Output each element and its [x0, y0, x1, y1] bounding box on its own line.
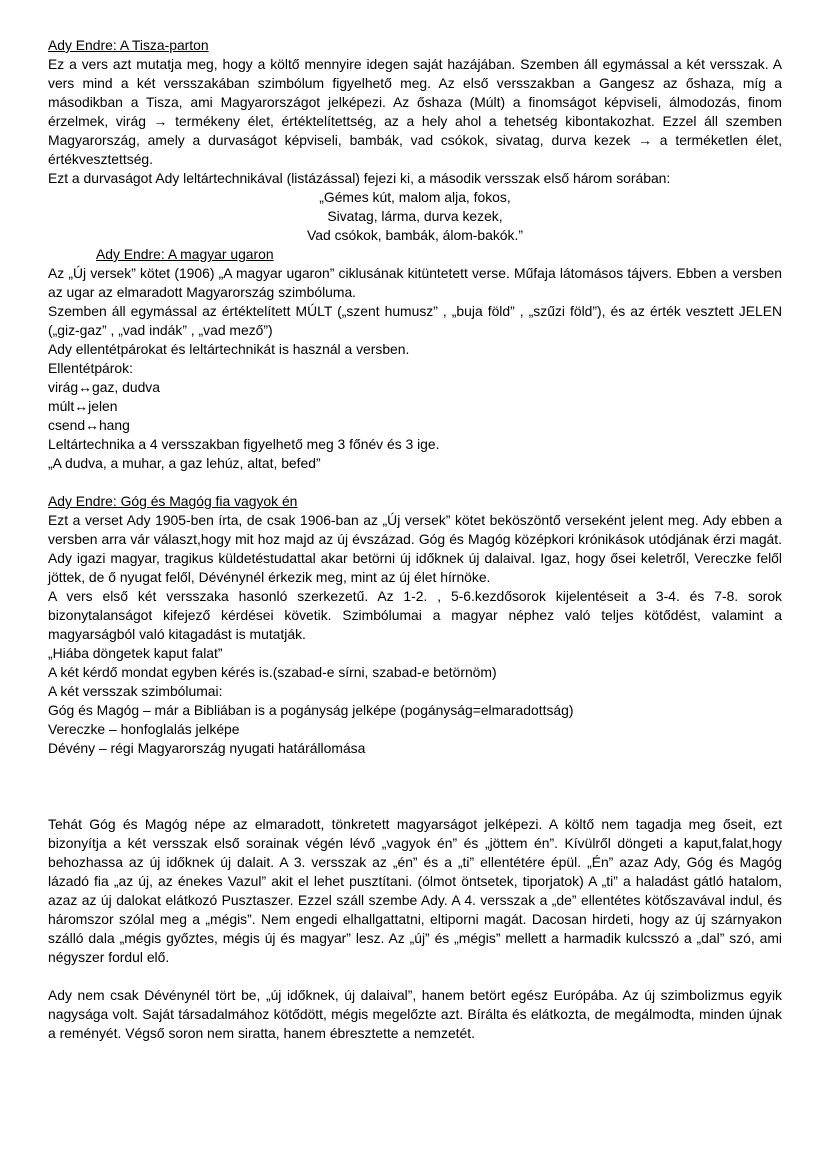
poem-quote-line: Sivatag, lárma, durva kezek, [327, 208, 503, 224]
symbol-line: Dévény – régi Magyarország nyugati határállomása [48, 740, 366, 756]
symbol-line: Góg és Magóg – már a Bibliában is a pogányság jelképe (pogányság=elmaradottság) [48, 702, 574, 718]
blank-line [48, 967, 782, 986]
blank-lines [48, 758, 782, 815]
blank-line [48, 473, 782, 492]
body-line: Ady ellentétpárokat és leltártechnikát is használ a versben. [48, 341, 410, 357]
body-line: Leltártechnika a 4 versszakban figyelhető meg 3 főnév és 3 ige. [48, 436, 440, 452]
body-paragraph: A vers első két versszaka hasonló szerkezetű. Az 1-2. , 5-6.kezdősorok kijelentéseit a 3-4. és 7-8. sorok bizonytalanságot kifejező kérdései követik. Szimbólumai a magyar néphez való teljes kötődést, valamint a magyarságból való kitagadást is mutatják. [48, 588, 782, 642]
symbol-line: Vereczke – honfoglalás jelképe [48, 721, 240, 737]
contrast-pair: múlt↔jelen [48, 398, 118, 414]
poem-quote-line: Vad csókok, bambák, álom-bakók.” [307, 227, 523, 243]
section-gog-es-magog [48, 492, 782, 1043]
poem-quote-line: „Gémes kút, malom alja, fokos, [319, 189, 511, 205]
list-label: A két versszak szimbólumai: [48, 683, 223, 699]
body-paragraph: Tehát Góg és Magóg népe az elmaradott, tönkretett magyarságot jelképezi. A költő nem tagadja meg őseit, ezt bizonyítja a két versszak első sorainak végén lévő „vagyok én” és „jöttem én”. Kívülről döngeti a kaput,falat,hogy behozhassa az új időknek új dalait. A 3. versszak az „én” és a „ti” ellentétére épül. „Én” azaz Ady, Góg és Magóg lázadó fia „az új, az énekes Vazul” akit el lehet pusztítani. (ólmot öntsetek, tiporjatok) A „ti” a haladást gátló hatalom, azaz az új dalokat elátkozó Pusztaszer. Ezzel száll szembe Ady. A 4. versszak a „de” ellentétes kötőszavával indul, és háromszor szólal meg a „mégis”. Nem engedi elhallgattatni, eltiporni magát. Dacosan hirdeti, hogy az új szárnyakon szálló dala „mégis győztes, mégis új és magyar” lesz. Az „új” és „mégis” mellett a harmadik kulcsszó a „dal” szó, ami négyszer fordul elő. [48, 816, 782, 965]
body-paragraph: Ady nem csak Dévénynél tört be, „új időknek, új dalaival”, hanem betört egész Európába. Az új szimbolizmus egyik nagysága volt. Saját társadalmához kötődött, mégis megelőzte azt. Bírálta és elátkozta, de megálmodta, minden újnak a reményét. Végső soron nem siratta, hanem ébresztette a nemzetét. [48, 987, 782, 1041]
body-line: A két kérdő mondat egyben kérés is.(szabad-e sírni, szabad-e betörnöm) [48, 664, 497, 680]
section-heading-tisza: Ady Endre: A Tisza-parton [48, 37, 209, 53]
body-paragraph: Ezt a verset Ady 1905-ben írta, de csak 1906-ban az „Új versek” kötet beköszöntő verseként jelent meg. Ady ebben a versben arra vár választ,hogy mit hoz majd az új évszázad. Góg és Magóg középkori krónikások utódjának érzi magát. Ady igazi magyar, tragikus küldetéstudattal akar betörni új időknek új dalaival. Igaz, hogy ősei keletről, Vereczke felől jöttek, de ő nyugat felől, Dévénynél érkezik meg, mint az új élet hírnöke. [48, 512, 782, 585]
contrast-pair: virág↔gaz, dudva [48, 379, 160, 395]
section-magyar-ugaron [48, 245, 782, 473]
poem-quote-line: „Hiába döngetek kaput falat” [48, 645, 223, 661]
body-paragraph: Szemben áll egymással az értéktelített MÚLT („szent humusz” , „buja föld” , „szűzi föld”), és az érték vesztett JELEN („giz-gaz” , „vad indák” , „vad mező”) [48, 303, 782, 338]
section-tisza-parton [48, 36, 782, 245]
body-paragraph: Az „Új versek” kötet (1906) „A magyar ugaron” ciklusának kitüntetett verse. Műfaja látomásos tájvers. Ebben a versben az ugar az elmaradott Magyarország szimbóluma. [48, 265, 782, 300]
section-heading-ugaron: Ady Endre: A magyar ugaron [96, 246, 274, 262]
poem-quote-line: „A dudva, a muhar, a gaz lehúz, altat, befed” [48, 455, 321, 471]
section-heading-gog: Ady Endre: Góg és Magóg fia vagyok én [48, 493, 298, 509]
body-paragraph: Ezt a durvaságot Ady leltártechnikával (listázással) fejezi ki, a második versszak első három sorában: [48, 170, 671, 186]
body-paragraph: Ez a vers azt mutatja meg, hogy a költő mennyire idegen saját hazájában. Szemben áll egymással a két versszak. A vers mind a két versszakában szimbólum figyelhető meg. Az első versszakban a Gangesz az őshaza, míg a másodikban a Tisza, ami Magyarországot jelképezi. Az őshaza (Múlt) a finomságot képviseli, álmodozás, finom érzelmek, virág → termékeny élet, értéktelítettség, az a hely ahol a tehetség kibontakozhat. Ezzel áll szemben Magyarország, amely a durvaságot képviseli, bambák, vad csókok, sivatag, durva kezek → a terméketlen élet, értékvesztettség. [48, 56, 782, 167]
list-label: Ellentétpárok: [48, 360, 133, 376]
contrast-pair: csend↔hang [48, 417, 130, 433]
